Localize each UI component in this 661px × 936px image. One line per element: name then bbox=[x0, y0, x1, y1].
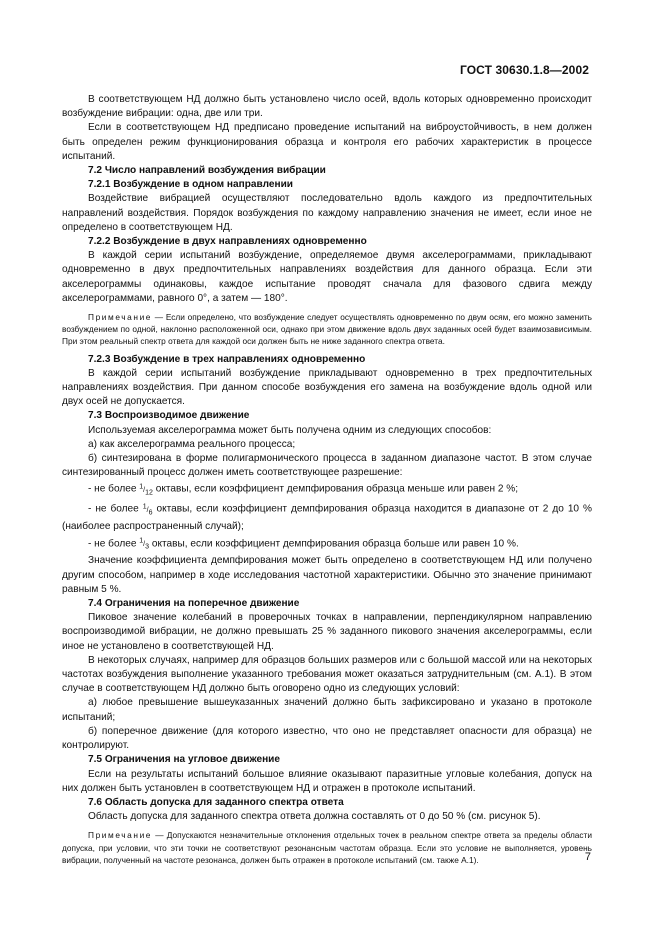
list-item: б) поперечное движение (для которого известно, что оно не представляет опасности для образца) не контролируют. bbox=[62, 725, 592, 752]
note-label: Примечание bbox=[88, 312, 153, 323]
section-heading-7-3: 7.3 Воспроизводимое движение bbox=[88, 410, 250, 422]
paragraph: Если на результаты испытаний большое влияние оказывают паразитные угловые колебания, допуск на них должен быть установлен в соответствующем НД и отражен в протоколе испытаний. bbox=[62, 768, 592, 794]
note-2 bbox=[62, 829, 592, 866]
section-heading-7-2-1: 7.2.1 Возбуждение в одном направлении bbox=[88, 179, 293, 191]
section-heading-7-6: 7.6 Область допуска для заданного спектра ответа bbox=[88, 796, 344, 808]
section-heading-7-5: 7.5 Ограничения на угловое движение bbox=[88, 754, 280, 766]
paragraph: В каждой серии испытаний возбуждение, определяемое двумя акселерограммами, прикладывают одновременно в двух предпочтительных направлениях воздействия для данного образца. Если эти акселерограммы одинаковы, каждое испытание проводят сначала для фазового сдвига между акселерограммами, равного 0°, а затем — 180°. bbox=[62, 250, 592, 304]
bullet-item: - не более $^1/_{12}$ октавы, если коэффициент демпфирования образца меньше или равен 2 %; bbox=[88, 483, 519, 497]
paragraph: В некоторых случаях, например для образцов больших размеров или с большой массой или на некоторых частотах возбуждения выполнение указанного требования может оказаться затруднительным (см. А.1). В этом случае в соответствующем НД должно быть оговорено одно из следующих условий: bbox=[62, 654, 592, 695]
list-item: а) любое превышение вышеуказанных значений должно быть зафиксировано и указано в протоколе испытаний; bbox=[62, 697, 592, 723]
bullet-item: - не более $^1/_6$ октавы, если коэффициент демпфирования образца находится в диапазоне от 2 до 10 % (наиболее распространенный случай); bbox=[62, 503, 592, 533]
section-heading-7-2-3: 7.2.3 Возбуждение в трех направлениях одновременно bbox=[88, 353, 366, 365]
note-1 bbox=[62, 311, 592, 348]
bullet-item: - не более $^1/_3$ октавы, если коэффициент демпфирования образца больше или равен 10 %. bbox=[88, 537, 519, 551]
note-text: — Допускаются незначительные отклонения отдельных точек в реальном спектре ответа за пределы области допуска, при условии, что эти точки не соответствуют резонансным частотам образца. Если это условие не выполняется, уровень вибрации, полученный на частоте резонанса, должен быть отражен в протоколе испытаний (см. также А.1). bbox=[62, 830, 592, 865]
document-id-header: ГОСТ 30630.1.8—2002 bbox=[460, 63, 589, 77]
page-number: 7 bbox=[584, 851, 591, 863]
paragraph: Если в соответствующем НД предписано проведение испытаний на виброустойчивость, в нем должен быть определен режим функционирования образца и контроля его рабочих характеристик в процессе испытаний. bbox=[62, 122, 592, 162]
paragraph: Пиковое значение колебаний в проверочных точках в направлении, перпендикулярном направлению воспроизводимой вибрации, не должно превышать 25 % заданного пикового значения акселерограммы, если иное не установлено в соответствующей НД. bbox=[62, 612, 592, 652]
note-text: — Если определено, что возбуждение следует осуществлять одновременно по двум осям, его можно заменить возбуждением по одной, наклонно расположенной оси, однако при этом движение вдоль двух заданных осей будет взаимозависимым. При этом реальный спектр ответа для каждой оси должен быть не ниже заданного спектра ответа. bbox=[62, 312, 592, 347]
fraction: $^1/_6$ bbox=[142, 503, 153, 517]
document-body bbox=[62, 93, 592, 871]
list-item: б) синтезирована в форме полигармонического процесса в заданном диапазоне частот. В этом случае синтезированный процесс должен иметь соответствующее разрешение: bbox=[62, 453, 592, 479]
fraction: $^1/_{12}$ bbox=[139, 483, 153, 497]
paragraph: В каждой серии испытаний возбуждение прикладывают одновременно в трех предпочтительных направлениях воздействия. При данном способе возбуждения его замена на возбуждение вдоль одной или двух осей не допускается. bbox=[62, 367, 592, 408]
note-label: Примечание bbox=[88, 830, 153, 841]
paragraph: Воздействие вибрацией осуществляют последовательно вдоль каждого из предпочтительных направлений воздействия. Порядок возбуждения по каждому направлению значения не имеет, если иное не определено в соответствующем НД. bbox=[62, 193, 592, 233]
paragraph: В соответствующем НД должно быть установлено число осей, вдоль которых одновременно происходит возбуждение вибрации: одна, две или три. bbox=[62, 94, 592, 120]
fraction: $^1/_3$ bbox=[139, 537, 150, 551]
paragraph: Используемая акселерограмма может быть получена одним из следующих способов: bbox=[88, 424, 492, 436]
paragraph: Значение коэффициента демпфирования может быть определено в соответствующем НД или получено другим способом, например в ходе исследования частотной характеристики. Обычно это значение принимают равным 5 %. bbox=[62, 555, 592, 595]
list-item: а) как акселерограмма реального процесса; bbox=[88, 438, 296, 450]
paragraph: Область допуска для заданного спектра ответа должна составлять от 0 до 50 % (см. рисунок 5). bbox=[88, 811, 541, 823]
section-heading-7-2: 7.2 Число направлений возбуждения вибрации bbox=[88, 165, 326, 177]
section-heading-7-2-2: 7.2.2 Возбуждение в двух направлениях одновременно bbox=[88, 236, 367, 248]
section-heading-7-4: 7.4 Ограничения на поперечное движение bbox=[88, 598, 300, 610]
